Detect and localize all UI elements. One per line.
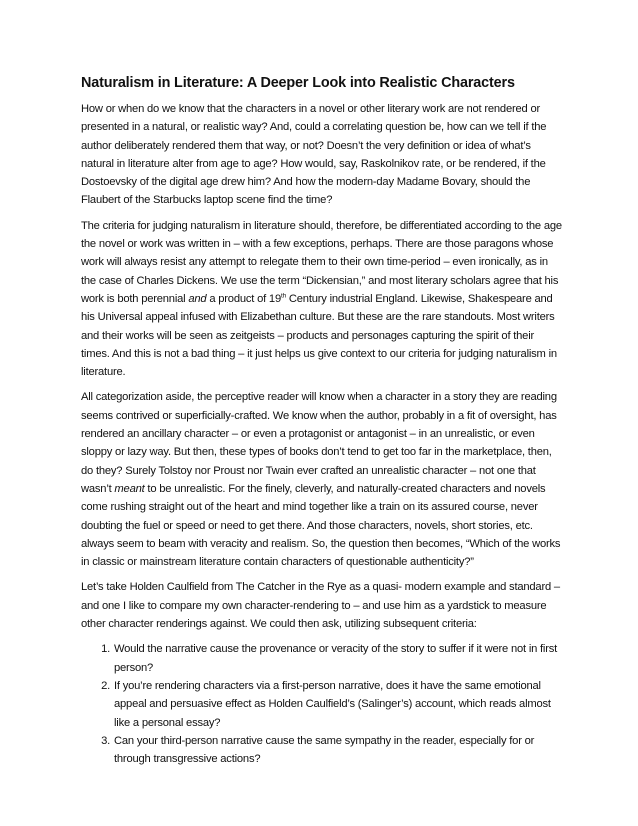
ordinal-superscript: th: [280, 292, 286, 300]
paragraph-2-text-a: The criteria for judging naturalism in literature should, therefore, be differentiated according to the age the novel or work was written in – with a few exceptions, perhaps. There are those paragons whose work will always resist any attempt to relegate them to their own time-period – even ironically, as in the case of Charles Dickens. We use the term “Dickensian,” and most literary scholars agree that his work is both perennial: [81, 219, 562, 305]
paragraph-4: Let’s take Holden Caulfield from The Catcher in the Rye as a quasi- modern example and standard – and one I like to compare my own character-rendering to – and use him as a yardstick to measure other character renderings against. We could then ask, utilizing subsequent criteria:: [81, 581, 560, 631]
paragraph-2-text-b: a product of 19: [206, 292, 281, 305]
document-page: [81, 74, 563, 768]
paragraph-2: [81, 217, 563, 382]
paragraph-1: How or when do we know that the characters in a novel or other literary work are not rendered or presented in a natural, or realistic way? And, could a correlating question be, how can we tell if the author deliberately rendered them that way, or not? Doesn’t the very definition or idea of what’s natural in literature alter from age to age? How would, say, Raskolnikov rate, or be rendered, if the Dostoevsky of the digital age drew him? And how the modern-day Madame Bovary, should the Flaubert of the Starbucks laptop scene find the time?: [81, 103, 547, 207]
criteria-item: 3. Can your third-person narrative cause the same sympathy in the reader, especially for or through transgressive actions?: [113, 732, 563, 769]
criteria-item: 2. If you’re rendering characters via a first-person narrative, does it have the same emotional appeal and persuasive effect as Holden Caulfield’s (Salinger’s) account, which reads almost like a personal essay?: [113, 677, 563, 732]
paragraph-3: [81, 388, 563, 571]
emphasis-and: and: [188, 292, 207, 305]
criteria-item: 1. Would the narrative cause the provenance or veracity of the story to suffer if it were not in first person?: [113, 640, 563, 677]
criteria-list: [81, 640, 563, 768]
paragraph-2-text-c: Century industrial England. Likewise, Shakespeare and his Universal appeal infused with Elizabethan culture. But these are the rare standouts. Most writers and their works will be seen as zeitgeists – products and personages capturing the spirit of their times. And this is not a bad thing – it just helps us give context to our criteria for judging naturalism in literature.: [81, 292, 557, 379]
emphasis-meant: meant: [114, 482, 145, 495]
paragraph-3-text-a: All categorization aside, the perceptive reader will know when a character in a story they are reading seems contrived or superficially-crafted. We know when the author, probably in a fit of oversight, has rendered an ancillary character – or even a protagonist or antagonist – in an unrealistic, or even sloppy or lazy way. But then, these types of books don’t tend to get too far in the marketplace, then, do they? Surely Tolstoy nor Proust nor Twain ever crafted an unrealistic character – not one that wasn’t: [81, 391, 557, 495]
document-title: Naturalism in Literature: A Deeper Look into Realistic Characters: [81, 75, 515, 91]
paragraph-3-text-b: to be unrealistic. For the finely, cleverly, and naturally-created characters and novels come rushing straight out of the heart and mind together like a train on its assured course, never doubting the fuel or speed or need to get there. And those characters, novels, short stories, etc. always seem to beam with veracity and realism. So, the question then becomes, “Which of the works in classic or mainstream literature contain characters of questionable authenticity?”: [81, 482, 561, 569]
